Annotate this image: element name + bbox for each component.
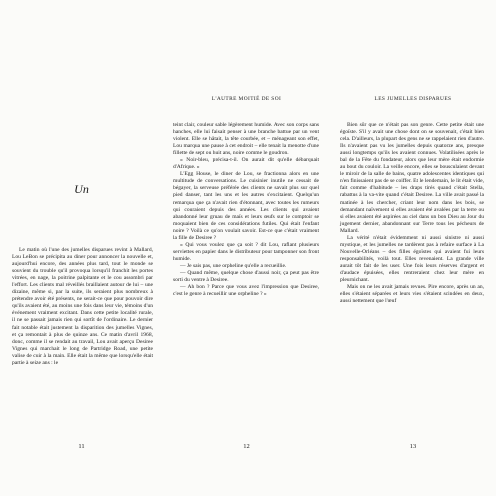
body-text [173, 122, 319, 298]
paragraph: « Noir-bleu, précisa-t-il. On aurait dit qu'elle débarquait d'Afrique. » [173, 157, 319, 171]
paragraph: L'Egg House, le diner de Lou, se fractionna alors en une multitude de conversations. Le cuisinier inutile ne cessait de bégayer, la serveuse préférée des clients ne savait plus sur quel pied danser, tant les uns et les autres s'excitaient. Quelqu'un remarqua que ça n'avait rien d'étonnant, avec toutes les rumeurs qui couraient depuis des années. Les clients qui avaient abandonné leur gruau de maïs et leurs œufs sur le comptoir se moquaient bien de ces considérations futiles. Qui était l'enfant noire ? Voilà ce qu'on voulait savoir. Est-ce que c'était vraiment la fille de Desiree ? [173, 171, 319, 241]
paragraph: « Qui vous voulez que ça soit ? dit Lou, raflant plusieurs serviettes en papier dans le distributeur pour tamponner son front humide. [173, 241, 319, 262]
chapter-title: Un [74, 182, 89, 196]
body-text [12, 247, 153, 367]
paragraph: Bien sûr que ce n'était pas son genre. Cette petite était une égoïste. S'il y avait une chose dont on se souvenait, c'était bien cela. D'ailleurs, la plupart des gens ne se rappelaient rien d'autre. Ils n'avaient pas vu les jumelles depuis quatorze ans, presque aussi longtemps qu'ils les avaient connues. Volatilisées après le bal de la Fête du fondateur, alors que leur mère était endormie au bout du couloir. La veille encore, elles se bousculaient devant le miroir de la salle de bains, quatre adolescentes identiques qui n'en finissaient pas de se coiffer. Et le lendemain, le lit était vide, fait comme d'habitude – les draps tirés quand c'était Stella, rabattus à la va-vite quand c'était Desiree. La ville avait passé la matinée à les chercher, criant leur nom dans les bois, se demandant naïvement si elles avaient été avalées par la terre ou si elles avaient été aspirées au ciel dans un bon Dieu au Jour du jugement dernier, abandonnant sur Terre tous les pécheurs de Mallard. [340, 122, 484, 234]
paragraph: teint clair, couleur sable légèrement humide. Avec son corps sans hanches, elle lui faisait penser à une branche battue par un vent violent. Elle se hâtait, la tête courbée, et – ménageant son effet, Lou marqua une pause à cet endroit – elle tenait la menotte d'une fillette de sept ou huit ans, noire comme le goudron. [173, 122, 319, 157]
paragraph: — Ah bon ? Parce que vous avez l'impression que Desiree, c'est le genre à recueillir une orpheline ? » [173, 284, 319, 298]
book-page-middle [163, 0, 330, 496]
paragraph: Le matin où l'une des jumelles disparues revint à Mallard, Lou LeBon se précipita au diner pour annoncer la nouvelle et, aujourd'hui encore, des années plus tard, tout le monde se souvient du trouble qu'il provoqua lorsqu'il franchit les portes vitrées, en nage, la poitrine palpitante et le cou assombri par l'effort. Les clients mal réveillés braillaient autour de lui – une dizaine, même si, par la suite, ils seraient plus nombreux à prétendre avoir été présents, ne serait-ce que pour pouvoir dire qu'ils avaient été, au moins une fois dans leur vie, témoins d'un événement vraiment excitant. Dans cette petite localité rurale, il ne se passait jamais rien qui sortît de l'ordinaire. Le dernier fait notable était justement la disparition des jumelles Vignes, et ça remontait à plus de quinze ans. Ce matin d'avril 1968, donc, comme il se rendait au travail, Lou avait aperçu Desiree Vignes qui marchait le long de Partridge Road, une petite valise de cuir à la main. Elle était la même que lorsqu'elle était partie à seize ans : le [12, 247, 153, 366]
running-head: LES JUMELLES DISPARUES [374, 96, 452, 102]
running-head: L'AUTRE MOITIÉ DE SOI [211, 96, 282, 102]
paragraph: Mais on ne les avait jamais revues. Pire encore, après un an, elles s'étaient séparées et leurs vies s'étaient scindées en deux, aussi nettement que l'œuf [340, 284, 484, 305]
paragraph: La vérité n'était évidemment ni aussi sinistre ni aussi mystique, et les jumelles ne tardèrent pas à refaire surface à La Nouvelle-Orléans – des filles égoïstes qui avaient fui leurs responsabilités, voilà tout. Elles revenaient. La grande ville aurait tôt fait de les user. Une fois leurs réserves d'argent et d'audace épuisées, elles rentreraient chez leur mère en pleurnichant. [340, 234, 484, 284]
book-page-left [0, 0, 163, 496]
page-number: 12 [243, 443, 250, 450]
page-number: 11 [78, 443, 85, 450]
book-page-right [330, 0, 496, 496]
body-text [340, 122, 484, 305]
paragraph: — Quand même, quelque chose d'aussi noir, ça peut pas être sorti du ventre à Desiree. [173, 269, 319, 284]
page-number: 13 [409, 443, 417, 450]
paragraph: — Je sais pas, une orpheline qu'elle a recueillie. [180, 262, 287, 269]
